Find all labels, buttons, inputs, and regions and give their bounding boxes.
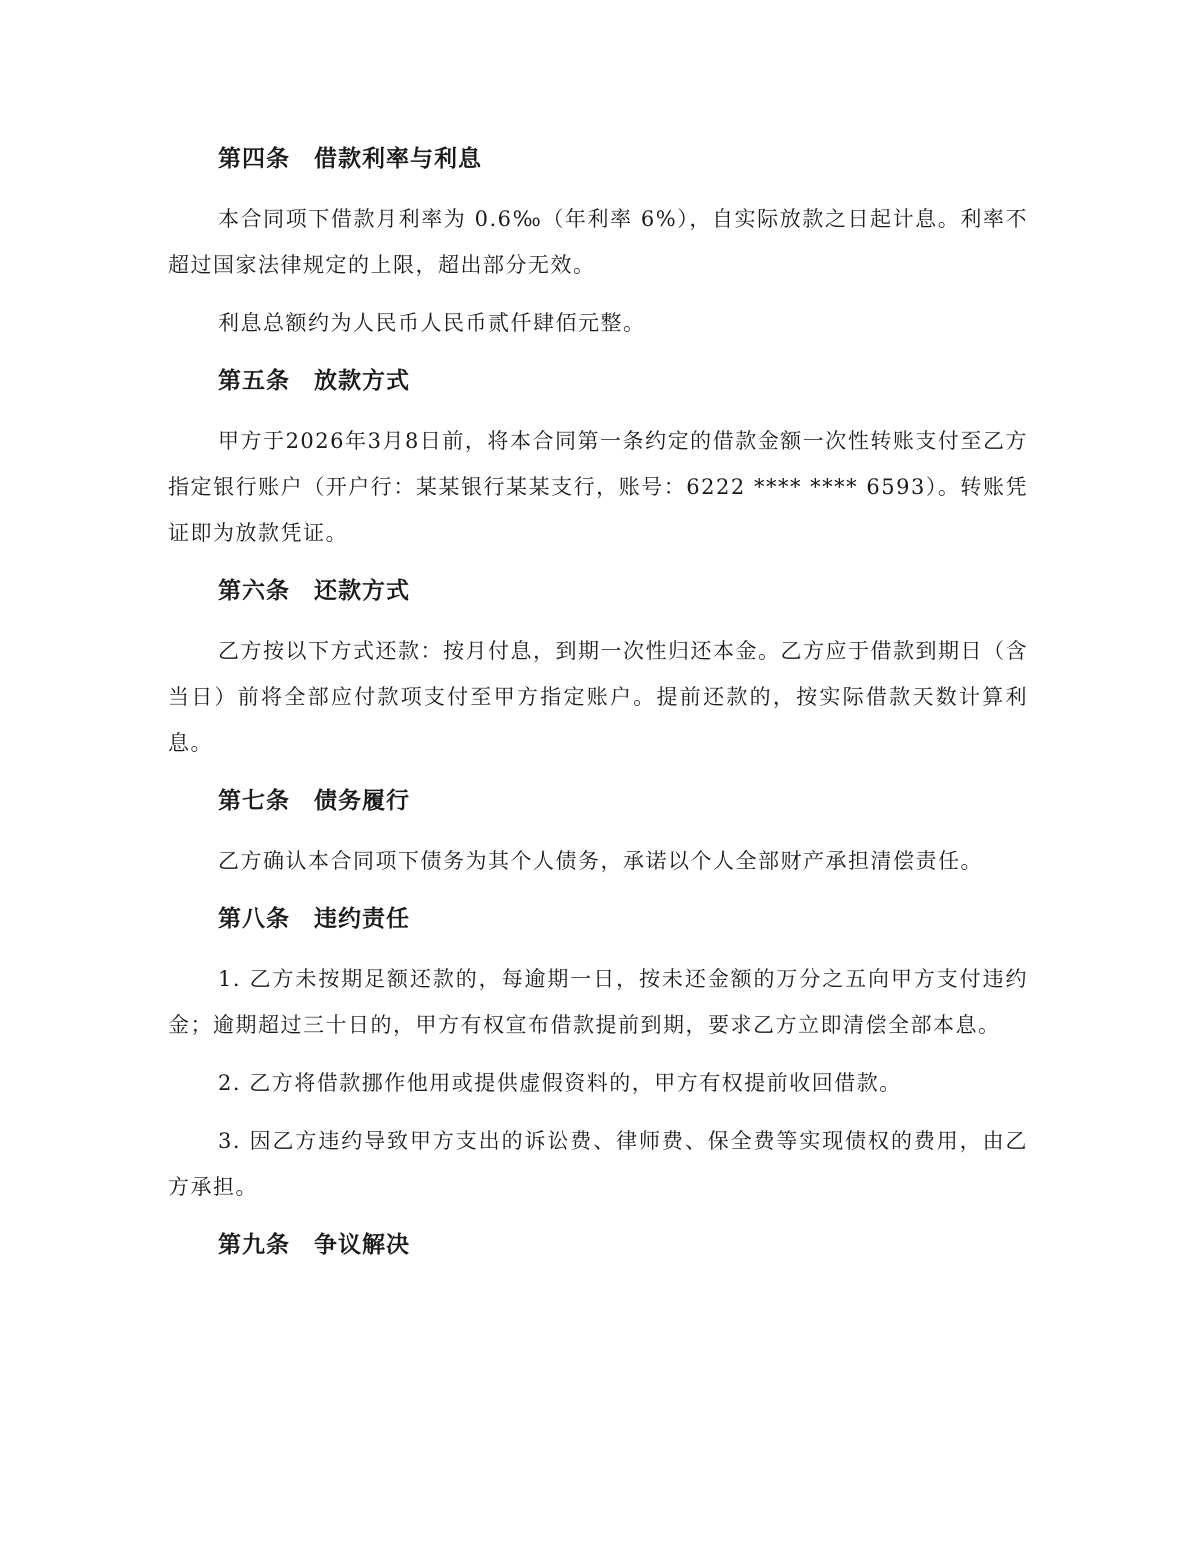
article-paragraph: 甲方于2026年3月8日前，将本合同第一条约定的借款金额一次性转账支付至乙方指定银行账户（开户行：某某银行某某支行，账号：6222 **** **** 6593）。转账凭证即为放款凭证。 — [168, 429, 1028, 545]
article-7 — [168, 778, 1028, 884]
article-9 — [168, 1222, 1028, 1268]
article-paragraph: 乙方确认本合同项下债务为其个人债务，承诺以个人全部财产承担清偿责任。 — [218, 849, 983, 873]
article-heading: 第五条 放款方式 — [218, 368, 410, 394]
article-heading: 第六条 还款方式 — [218, 578, 410, 604]
contract-page — [168, 136, 1028, 1282]
article-8 — [168, 896, 1028, 1210]
article-4 — [168, 136, 1028, 346]
article-paragraph: 利息总额约为人民币人民币贰仟肆佰元整。 — [218, 311, 646, 335]
article-heading: 第九条 争议解决 — [218, 1232, 410, 1258]
article-paragraph: 2. 乙方将借款挪作他用或提供虚假资料的，甲方有权提前收回借款。 — [218, 1071, 902, 1095]
article-5 — [168, 358, 1028, 556]
article-6 — [168, 568, 1028, 766]
article-heading: 第七条 债务履行 — [218, 788, 410, 814]
article-heading: 第四条 借款利率与利息 — [218, 146, 482, 172]
article-paragraph: 1. 乙方未按期足额还款的，每逾期一日，按未还金额的万分之五向甲方支付违约金；逾期超过三十日的，甲方有权宣布借款提前到期，要求乙方立即清偿全部本息。 — [168, 967, 1028, 1037]
article-heading: 第八条 违约责任 — [218, 906, 410, 932]
article-paragraph: 3. 因乙方违约导致甲方支出的诉讼费、律师费、保全费等实现债权的费用，由乙方承担。 — [168, 1129, 1028, 1199]
article-paragraph: 乙方按以下方式还款：按月付息，到期一次性归还本金。乙方应于借款到期日（含当日）前将全部应付款项支付至甲方指定账户。提前还款的，按实际借款天数计算利息。 — [168, 639, 1028, 755]
article-paragraph: 本合同项下借款月利率为 0.6‰（年利率 6%），自实际放款之日起计息。利率不超过国家法律规定的上限，超出部分无效。 — [168, 207, 1028, 277]
